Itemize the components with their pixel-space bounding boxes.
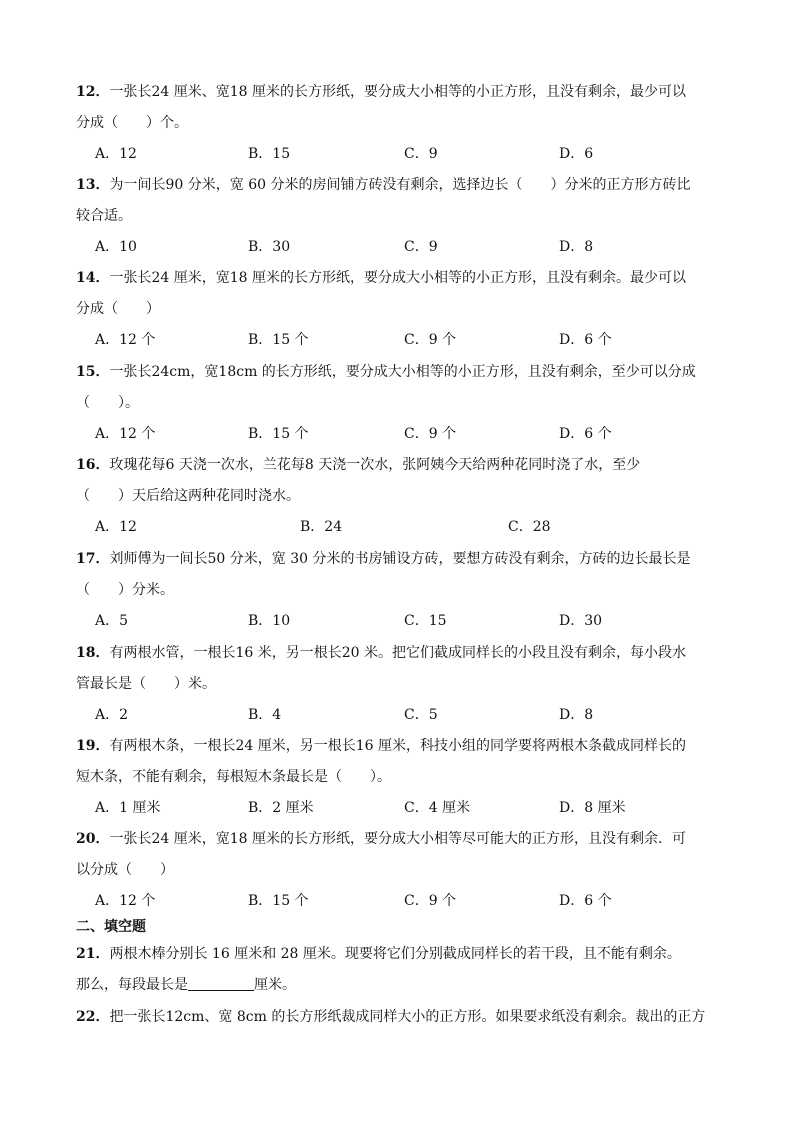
question-13 bbox=[76, 175, 690, 195]
question-17 bbox=[76, 549, 690, 569]
question-text: 那么，每段最长是 bbox=[76, 977, 188, 993]
section-heading: 二、填空题 bbox=[76, 919, 146, 935]
question-number: 12． bbox=[76, 84, 110, 100]
question-12-continued: 分成（ ）个。 bbox=[76, 115, 188, 131]
option-c[interactable]: C．4 厘米 bbox=[404, 800, 471, 816]
option-b[interactable]: B．24 bbox=[300, 519, 343, 535]
question-19-continued: 短木条，不能有剩余，每根短木条最长是（ ）。 bbox=[76, 769, 391, 785]
question-number: 16． bbox=[76, 457, 110, 473]
question-text: 有两根木条，一根长24 厘米，另一根长16 厘米，科技小组的同学要将两根木条截成同样长的 bbox=[109, 738, 687, 754]
option-c[interactable]: C．28 bbox=[508, 519, 551, 535]
question-16-continued: （ ）天后给这两种花同时浇水。 bbox=[76, 488, 300, 504]
question-number: 17． bbox=[76, 551, 110, 567]
option-b[interactable]: B．15 个 bbox=[248, 332, 309, 348]
question-number: 19． bbox=[76, 738, 110, 754]
option-d[interactable]: D．8 厘米 bbox=[559, 800, 626, 816]
option-d[interactable]: D．6 bbox=[559, 146, 594, 162]
question-15 bbox=[76, 362, 696, 382]
question-text: 玫瑰花每6 天浇一次水，兰花每8 天浇一次水，张阿姨今天给两种花同时浇了水，至少 bbox=[109, 457, 641, 473]
question-text: 把一张长12cm、宽 8cm 的长方形纸裁成同样大小的正方形。如果要求纸没有剩余。裁出的正方 bbox=[109, 1009, 706, 1025]
question-18 bbox=[76, 643, 686, 663]
option-d[interactable]: D．6 个 bbox=[559, 893, 612, 909]
option-b[interactable]: B．15 个 bbox=[248, 893, 309, 909]
option-a[interactable]: A．12 个 bbox=[95, 332, 156, 348]
option-b[interactable]: B．15 个 bbox=[248, 426, 309, 442]
question-number: 14． bbox=[76, 270, 110, 286]
option-b[interactable]: B．10 bbox=[248, 613, 291, 629]
question-text: 有两根水管，一根长16 米，另一根长20 米。把它们截成同样长的小段且没有剩余，每小段水 bbox=[109, 645, 687, 661]
option-d[interactable]: D．8 bbox=[559, 707, 594, 723]
question-text: 一张长24cm，宽18cm 的长方形纸，要分成大小相等的小正方形，且没有剩余，至少可以分成 bbox=[109, 364, 696, 380]
question-text: 厘米。 bbox=[254, 977, 296, 993]
question-13-continued: 较合适。 bbox=[76, 208, 132, 224]
option-b[interactable]: B．4 bbox=[248, 707, 282, 723]
option-c[interactable]: C．5 bbox=[404, 707, 438, 723]
option-d[interactable]: D．6 个 bbox=[559, 426, 612, 442]
option-b[interactable]: B．2 厘米 bbox=[248, 800, 314, 816]
question-19 bbox=[76, 736, 686, 756]
option-a[interactable]: A．12 个 bbox=[95, 893, 156, 909]
question-number: 21． bbox=[76, 946, 110, 962]
question-text: 为一间长90 分米，宽 60 分米的房间铺方砖没有剩余，选择边长（ ）分米的正方形方砖比 bbox=[109, 177, 691, 193]
question-number: 15． bbox=[76, 364, 110, 380]
option-c[interactable]: C．15 bbox=[404, 613, 447, 629]
question-number: 18． bbox=[76, 645, 110, 661]
question-21 bbox=[76, 944, 681, 964]
question-17-continued: （ ）分米。 bbox=[76, 582, 174, 598]
option-a[interactable]: A．10 bbox=[95, 239, 137, 255]
question-12 bbox=[76, 82, 686, 102]
option-a[interactable]: A．5 bbox=[95, 613, 129, 629]
question-20 bbox=[76, 829, 686, 849]
option-a[interactable]: A．12 bbox=[95, 519, 137, 535]
option-b[interactable]: B．15 bbox=[248, 146, 291, 162]
question-number: 13． bbox=[76, 177, 110, 193]
question-18-continued: 管最长是（ ）米。 bbox=[76, 676, 216, 692]
option-d[interactable]: D．6 个 bbox=[559, 332, 612, 348]
option-c[interactable]: C．9 bbox=[404, 239, 438, 255]
option-b[interactable]: B．30 bbox=[248, 239, 291, 255]
question-20-continued: 以分成（ ） bbox=[76, 862, 174, 878]
question-text: 一张长24 厘米，宽18 厘米的长方形纸，要分成大小相等的小正方形，且没有剩余。最少可以 bbox=[109, 270, 687, 286]
question-21-continued bbox=[76, 975, 296, 995]
option-c[interactable]: C．9 个 bbox=[404, 332, 457, 348]
option-d[interactable]: D．30 bbox=[559, 613, 603, 629]
question-16 bbox=[76, 455, 640, 475]
option-c[interactable]: C．9 个 bbox=[404, 426, 457, 442]
option-d[interactable]: D．8 bbox=[559, 239, 594, 255]
question-text: 一张长24 厘米，宽18 厘米的长方形纸，要分成大小相等尽可能大的正方形，且没有剩余．可 bbox=[109, 831, 687, 847]
option-a[interactable]: A．12 个 bbox=[95, 426, 156, 442]
question-22 bbox=[76, 1007, 705, 1027]
question-14 bbox=[76, 268, 686, 288]
option-a[interactable]: A．1 厘米 bbox=[95, 800, 161, 816]
question-number: 22． bbox=[76, 1009, 110, 1025]
option-a[interactable]: A．12 bbox=[95, 146, 137, 162]
question-number: 20． bbox=[76, 831, 110, 847]
question-14-continued: 分成（ ） bbox=[76, 301, 160, 317]
answer-blank[interactable] bbox=[188, 976, 254, 991]
question-text: 一张长24 厘米、宽18 厘米的长方形纸，要分成大小相等的小正方形，且没有剩余，最少可以 bbox=[109, 84, 687, 100]
question-text: 刘师傅为一间长50 分米，宽 30 分米的书房铺设方砖，要想方砖没有剩余，方砖的边长最长是 bbox=[109, 551, 691, 567]
option-c[interactable]: C．9 个 bbox=[404, 893, 457, 909]
option-c[interactable]: C．9 bbox=[404, 146, 438, 162]
option-a[interactable]: A．2 bbox=[95, 707, 129, 723]
question-text: 两根木棒分别长 16 厘米和 28 厘米。现要将它们分别截成同样长的若干段，且不能有剩余。 bbox=[109, 946, 681, 962]
question-15-continued: （ ）。 bbox=[76, 395, 139, 411]
